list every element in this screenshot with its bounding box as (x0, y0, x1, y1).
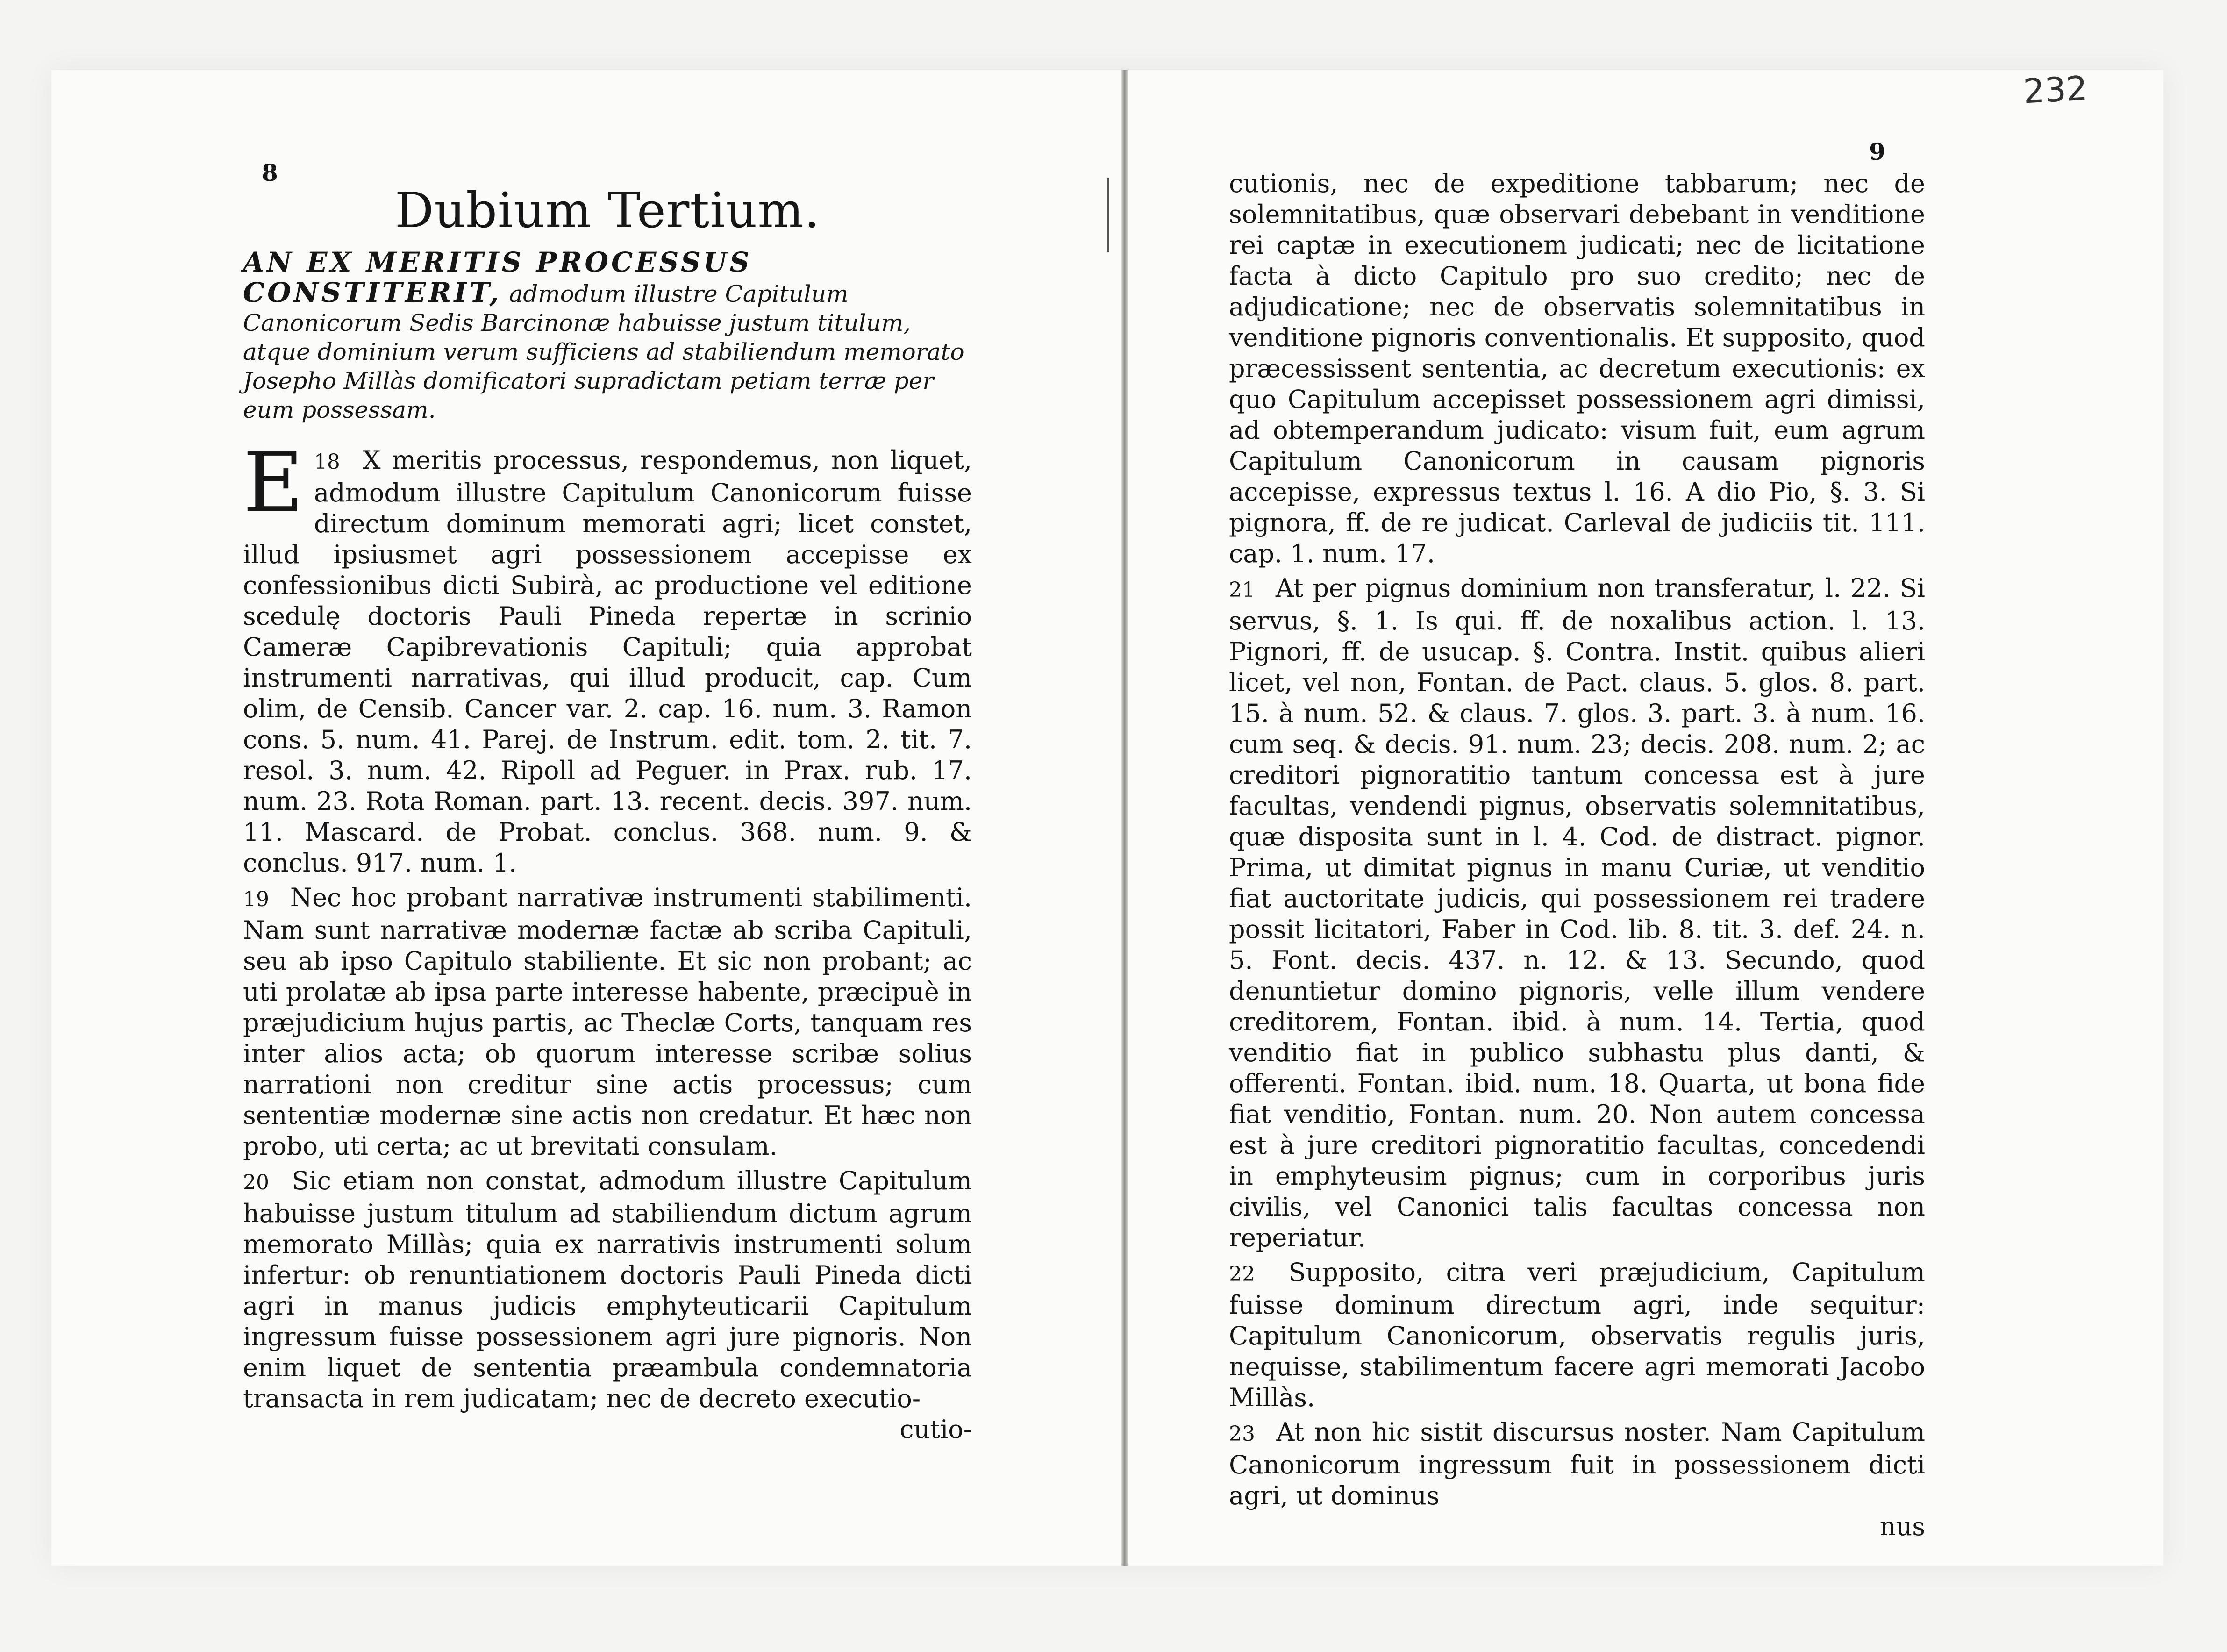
paragraph-22 (1229, 1257, 1925, 1413)
book-gutter (1121, 70, 1128, 1566)
right-page-number: 9 (1869, 138, 1885, 165)
paragraph-number: 19 (243, 887, 269, 911)
left-page (243, 154, 972, 1445)
page-title: Dubium Tertium. (394, 182, 821, 239)
paragraph-text: At non hic sistit discursus noster. Nam Capitulum Canonicorum ingressum fuit in possessionem dicti agri, ut dominus (1229, 1417, 1925, 1510)
paragraph-text: X meritis processus, respondemus, non liquet, admodum illustre Capitulum Canonicorum fuisse directum dominum memorati agri; licet constet, illud ipsiusmet agri possessionem accepisse ex confessionibus dicti Subirà, ac productione vel editione scedulę doctoris Pauli Pineda repertæ in scrinio Cameræ Capibrevationis Capituli; quia approbat instrumenti narrativas, qui illud producit, cap. Cum olim, de Censib. Cancer var. 2. cap. 16. num. 3. Ramon cons. 5. num. 41. Parej. de Instrum. edit. tom. 2. tit. 7. resol. 3. num. 42. Ripoll ad Peguer. in Prax. rub. 17. num. 23. Rota Roman. part. 13. recent. decis. 397. num. 11. Mascard. de Probat. conclus. 368. num. 9. & conclus. 917. num. 1. (243, 445, 972, 878)
paragraph-21 (1229, 573, 1925, 1253)
paragraph-continued (1229, 168, 1925, 569)
paragraph-number: 20 (243, 1171, 269, 1194)
paragraph-number: 18 (314, 450, 340, 474)
dubium-question (243, 248, 972, 424)
question-lead: AN EX MERITIS PROCESSUS CONSTITERIT, (243, 246, 752, 308)
paragraph-number: 21 (1229, 578, 1255, 602)
paragraph-23 (1229, 1417, 1925, 1511)
paragraph-number: 22 (1229, 1262, 1255, 1286)
gutter-mark (1107, 178, 1109, 252)
paragraph-text: At per pignus dominium non transferatur, l. 22. Si servus, §. 1. Is qui. ff. de noxalibus action. l. 13. Pignori, ff. de usucap. §. Contra. Instit. quibus alieri licet, vel non, Fontan. de Pact. claus. 5. glos. 8. part. 15. à num. 52. & claus. 7. glos. 3. part. 3. à num. 16. cum seq. & decis. 91. num. 23; decis. 208. num. 2; ac creditori pignoratitio tantum concessa est à jure facultas, vendendi pignus, observatis solemnitatibus, quæ disposita sunt in l. 4. Cod. de distract. pignor. Prima, ut dimitat pignus in manu Curiæ, ut venditio fiat auctoritate judicis, qui possessionem rei tradere possit licitatori, Faber in Cod. lib. 8. tit. 3. def. 24. n. 5. Font. decis. 437. n. 12. & 13. Secundo, quod denuntietur domino pignoris, velle illum vendere creditorem, Fontan. ibid. à num. 14. Tertia, quod venditio fiat in publico subhastu plus danti, & offerenti. Fontan. ibid. num. 18. Quarta, ut bona fide fiat venditio, Fontan. num. 20. Non autem concessa est à jure creditori pignoratitio facultas, concedendi in emphyteusim pignus; cum in corporibus juris civilis, vel Canonici talis facultas concessa non reperiatur. (1229, 573, 1926, 1252)
paragraph-text: Nec hoc probant narrativæ instrumenti stabilimenti. Nam sunt narrativæ modernæ factæ ab scriba Capituli, seu ab ipso Capitulo stabiliente. Et sic non probant; ac uti prolatæ ab ipsa parte interesse habente, præcipuè in præjudicium hujus partis, ac Theclæ Corts, tanquam res inter alios acta; ob quorum interesse scribæ solius narrationi non creditur sine actis processus; cum sententiæ modernæ sine actis non credatur. Et hæc non probo, uti certa; ac ut brevitati consulam. (243, 883, 972, 1161)
catchword: nus (1879, 1512, 1925, 1541)
paragraph-19 (243, 882, 972, 1162)
paragraph-18 (243, 434, 972, 879)
catchword: cutio- (899, 1415, 972, 1444)
folio-mark: 232 (2022, 68, 2089, 111)
paragraph-20 (243, 1166, 972, 1414)
question-rest: admodum illustre Capitulum Canonicorum Sedis Barcinonæ habuisse justum titulum, atque dominium verum sufficiens ad stabiliendum memorato Josepho Millàs domificatori supradictam petiam terræ per eum possessam. (243, 280, 964, 423)
paragraph-text: Sic etiam non constat, admodum illustre Capitulum habuisse justum titulum ad stabiliendum dictum agrum memorato Millàs; quia ex narrativis instrumenti solum infertur: ob renuntiationem doctoris Pauli Pineda dicti agri in manus judicis emphyteuticarii Capitulum ingressum fuisse possessionem agri jure pignoris. Non enim liquet de sententia præambula condemnatoria transacta in rem judicatam; nec de decreto executio- (243, 1166, 972, 1413)
paragraph-text: Supposito, citra veri præjudicium, Capitulum fuisse dominum directum agri, inde sequitur: Capitulum Canonicorum, observatis regulis juris, nequisse, stabilimentum facere agri memorati Jacobo Millàs. (1229, 1258, 1925, 1412)
left-page-number: 8 (262, 159, 278, 186)
paragraph-number: 23 (1229, 1422, 1255, 1446)
drop-cap: E (243, 434, 304, 531)
right-page (1229, 168, 1925, 1542)
paragraph-text: cutionis, nec de expeditione tabbarum; nec de solemnitatibus, quæ observari debebant in venditione rei captæ in executionem judicati; nec de licitatione facta à dicto Capitulo pro suo credito; nec de adjudicatione; nec de observatis solemnitatibus in venditione pignoris conventionalis. Et supposito, quod præcessissent sententia, ac decretum executionis: ex quo Capitulum accepisset possessionem agri dimissi, ad obtemperandum judicato: visum fuit, eum agrum Capitulum Canonicorum in causam pignoris accepisse, expressus textus l. 16. A dio Pio, §. 3. Si pignora, ff. de re judicat. Carleval de judiciis tit. 111. cap. 1. num. 17. (1229, 169, 1925, 568)
